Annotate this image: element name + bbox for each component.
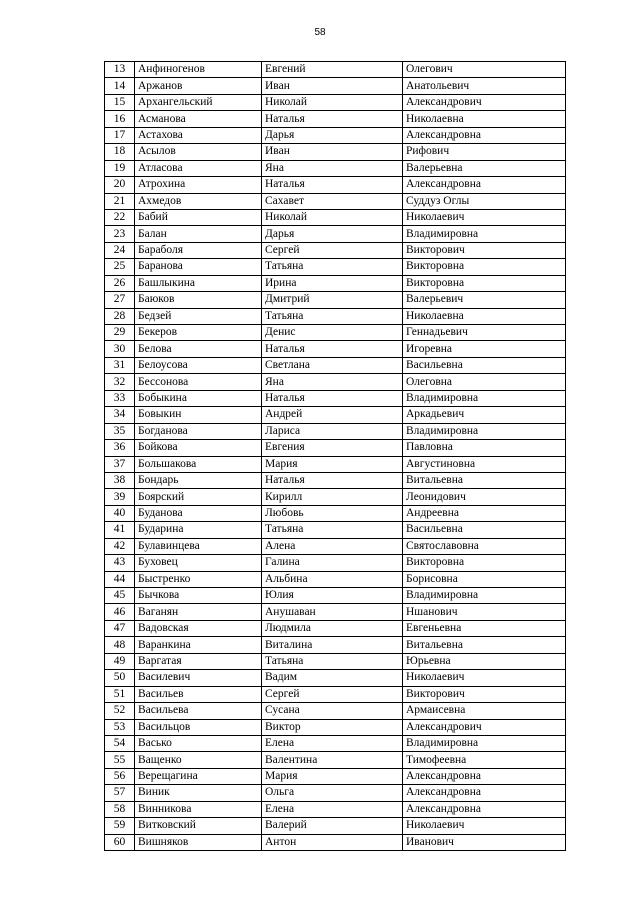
table-row — [105, 703, 566, 719]
first-name-cell: Светлана — [262, 357, 403, 373]
patronymic-cell: Витальевна — [403, 472, 566, 488]
first-name-cell: Татьяна — [262, 653, 403, 669]
row-number-cell: 59 — [105, 818, 135, 834]
patronymic-cell: Олегович — [403, 62, 566, 78]
table-row — [105, 144, 566, 160]
patronymic-cell: Викторовна — [403, 275, 566, 291]
patronymic-cell: Александровна — [403, 785, 566, 801]
row-number-cell: 48 — [105, 637, 135, 653]
last-name-cell: Ващенко — [135, 752, 262, 768]
table-row — [105, 127, 566, 143]
row-number-cell: 54 — [105, 735, 135, 751]
last-name-cell: Ахмедов — [135, 193, 262, 209]
row-number-cell: 40 — [105, 505, 135, 521]
row-number-cell: 33 — [105, 390, 135, 406]
patronymic-cell: Владимировна — [403, 735, 566, 751]
patronymic-cell: Александрович — [403, 719, 566, 735]
patronymic-cell: Викторович — [403, 686, 566, 702]
patronymic-cell: Валерьевич — [403, 292, 566, 308]
patronymic-cell: Евгеньевна — [403, 620, 566, 636]
table-row — [105, 686, 566, 702]
table-row — [105, 588, 566, 604]
last-name-cell: Буданова — [135, 505, 262, 521]
first-name-cell: Сахавет — [262, 193, 403, 209]
patronymic-cell: Николаевна — [403, 111, 566, 127]
first-name-cell: Антон — [262, 834, 403, 850]
table-row — [105, 785, 566, 801]
patronymic-cell: Павловна — [403, 440, 566, 456]
row-number-cell: 23 — [105, 226, 135, 242]
row-number-cell: 47 — [105, 620, 135, 636]
last-name-cell: Большакова — [135, 456, 262, 472]
first-name-cell: Елена — [262, 801, 403, 817]
row-number-cell: 26 — [105, 275, 135, 291]
patronymic-cell: Суддуз Оглы — [403, 193, 566, 209]
table-row — [105, 670, 566, 686]
last-name-cell: Баюков — [135, 292, 262, 308]
last-name-cell: Атрохина — [135, 177, 262, 193]
table-row — [105, 522, 566, 538]
row-number-cell: 15 — [105, 94, 135, 110]
last-name-cell: Васько — [135, 735, 262, 751]
last-name-cell: Башлыкина — [135, 275, 262, 291]
last-name-cell: Бараболя — [135, 242, 262, 258]
first-name-cell: Виталина — [262, 637, 403, 653]
last-name-cell: Бедзей — [135, 308, 262, 324]
row-number-cell: 22 — [105, 209, 135, 225]
first-name-cell: Николай — [262, 94, 403, 110]
last-name-cell: Бобыкина — [135, 390, 262, 406]
row-number-cell: 18 — [105, 144, 135, 160]
roster-table-body — [105, 62, 566, 851]
first-name-cell: Вадим — [262, 670, 403, 686]
patronymic-cell: Юрьевна — [403, 653, 566, 669]
row-number-cell: 21 — [105, 193, 135, 209]
patronymic-cell: Леонидович — [403, 489, 566, 505]
last-name-cell: Аржанов — [135, 78, 262, 94]
row-number-cell: 58 — [105, 801, 135, 817]
first-name-cell: Денис — [262, 325, 403, 341]
row-number-cell: 16 — [105, 111, 135, 127]
patronymic-cell: Александровна — [403, 127, 566, 143]
first-name-cell: Татьяна — [262, 308, 403, 324]
last-name-cell: Богданова — [135, 423, 262, 439]
patronymic-cell: Васильевна — [403, 522, 566, 538]
first-name-cell: Сусана — [262, 703, 403, 719]
last-name-cell: Боярский — [135, 489, 262, 505]
table-row — [105, 735, 566, 751]
row-number-cell: 20 — [105, 177, 135, 193]
table-row — [105, 719, 566, 735]
table-row — [105, 357, 566, 373]
patronymic-cell: Тимофеевна — [403, 752, 566, 768]
first-name-cell: Евгения — [262, 440, 403, 456]
last-name-cell: Верещагина — [135, 768, 262, 784]
patronymic-cell: Аркадьевич — [403, 407, 566, 423]
last-name-cell: Бударина — [135, 522, 262, 538]
table-row — [105, 472, 566, 488]
row-number-cell: 35 — [105, 423, 135, 439]
last-name-cell: Васильева — [135, 703, 262, 719]
table-row — [105, 653, 566, 669]
first-name-cell: Галина — [262, 555, 403, 571]
row-number-cell: 49 — [105, 653, 135, 669]
first-name-cell: Дарья — [262, 226, 403, 242]
patronymic-cell: Валерьевна — [403, 160, 566, 176]
patronymic-cell: Святославовна — [403, 538, 566, 554]
patronymic-cell: Ншанович — [403, 604, 566, 620]
row-number-cell: 27 — [105, 292, 135, 308]
first-name-cell: Валерий — [262, 818, 403, 834]
table-row — [105, 292, 566, 308]
last-name-cell: Баранова — [135, 259, 262, 275]
table-row — [105, 489, 566, 505]
last-name-cell: Быстренко — [135, 571, 262, 587]
last-name-cell: Асылов — [135, 144, 262, 160]
row-number-cell: 51 — [105, 686, 135, 702]
row-number-cell: 34 — [105, 407, 135, 423]
patronymic-cell: Борисовна — [403, 571, 566, 587]
first-name-cell: Иван — [262, 144, 403, 160]
patronymic-cell: Александровна — [403, 768, 566, 784]
table-row — [105, 275, 566, 291]
table-row — [105, 325, 566, 341]
first-name-cell: Лариса — [262, 423, 403, 439]
first-name-cell: Любовь — [262, 505, 403, 521]
row-number-cell: 37 — [105, 456, 135, 472]
first-name-cell: Татьяна — [262, 259, 403, 275]
first-name-cell: Наталья — [262, 341, 403, 357]
first-name-cell: Мария — [262, 456, 403, 472]
table-row — [105, 78, 566, 94]
row-number-cell: 39 — [105, 489, 135, 505]
row-number-cell: 57 — [105, 785, 135, 801]
last-name-cell: Винникова — [135, 801, 262, 817]
last-name-cell: Анфиногенов — [135, 62, 262, 78]
last-name-cell: Вадовская — [135, 620, 262, 636]
row-number-cell: 55 — [105, 752, 135, 768]
row-number-cell: 25 — [105, 259, 135, 275]
row-number-cell: 60 — [105, 834, 135, 850]
row-number-cell: 17 — [105, 127, 135, 143]
page-number: 58 — [314, 27, 326, 38]
patronymic-cell: Николаевна — [403, 308, 566, 324]
row-number-cell: 52 — [105, 703, 135, 719]
last-name-cell: Балан — [135, 226, 262, 242]
table-row — [105, 604, 566, 620]
patronymic-cell: Анатольевич — [403, 78, 566, 94]
patronymic-cell: Иванович — [403, 834, 566, 850]
last-name-cell: Варанкина — [135, 637, 262, 653]
row-number-cell: 14 — [105, 78, 135, 94]
row-number-cell: 31 — [105, 357, 135, 373]
patronymic-cell: Васильевна — [403, 357, 566, 373]
patronymic-cell: Олеговна — [403, 374, 566, 390]
table-row — [105, 374, 566, 390]
last-name-cell: Бессонова — [135, 374, 262, 390]
last-name-cell: Асманова — [135, 111, 262, 127]
patronymic-cell: Августиновна — [403, 456, 566, 472]
table-row — [105, 555, 566, 571]
patronymic-cell: Александровна — [403, 801, 566, 817]
last-name-cell: Атласова — [135, 160, 262, 176]
patronymic-cell: Владимировна — [403, 588, 566, 604]
row-number-cell: 24 — [105, 242, 135, 258]
row-number-cell: 50 — [105, 670, 135, 686]
table-row — [105, 505, 566, 521]
row-number-cell: 29 — [105, 325, 135, 341]
first-name-cell: Альбина — [262, 571, 403, 587]
patronymic-cell: Рифович — [403, 144, 566, 160]
first-name-cell: Евгений — [262, 62, 403, 78]
first-name-cell: Анушаван — [262, 604, 403, 620]
first-name-cell: Сергей — [262, 242, 403, 258]
table-row — [105, 62, 566, 78]
patronymic-cell: Игоревна — [403, 341, 566, 357]
row-number-cell: 36 — [105, 440, 135, 456]
row-number-cell: 38 — [105, 472, 135, 488]
last-name-cell: Виник — [135, 785, 262, 801]
first-name-cell: Наталья — [262, 111, 403, 127]
table-row — [105, 226, 566, 242]
last-name-cell: Бычкова — [135, 588, 262, 604]
patronymic-cell: Николаевич — [403, 670, 566, 686]
last-name-cell: Белоусова — [135, 357, 262, 373]
row-number-cell: 28 — [105, 308, 135, 324]
first-name-cell: Кирилл — [262, 489, 403, 505]
first-name-cell: Андрей — [262, 407, 403, 423]
row-number-cell: 46 — [105, 604, 135, 620]
last-name-cell: Буховец — [135, 555, 262, 571]
first-name-cell: Наталья — [262, 390, 403, 406]
first-name-cell: Николай — [262, 209, 403, 225]
patronymic-cell: Владимировна — [403, 226, 566, 242]
patronymic-cell: Николаевич — [403, 818, 566, 834]
row-number-cell: 42 — [105, 538, 135, 554]
first-name-cell: Дмитрий — [262, 292, 403, 308]
patronymic-cell: Владимировна — [403, 423, 566, 439]
patronymic-cell: Армаисевна — [403, 703, 566, 719]
first-name-cell: Людмила — [262, 620, 403, 636]
row-number-cell: 32 — [105, 374, 135, 390]
last-name-cell: Архангельский — [135, 94, 262, 110]
first-name-cell: Мария — [262, 768, 403, 784]
first-name-cell: Елена — [262, 735, 403, 751]
table-row — [105, 341, 566, 357]
patronymic-cell: Викторовна — [403, 259, 566, 275]
first-name-cell: Иван — [262, 78, 403, 94]
last-name-cell: Васильцов — [135, 719, 262, 735]
table-row — [105, 259, 566, 275]
last-name-cell: Бабий — [135, 209, 262, 225]
table-row — [105, 818, 566, 834]
table-row — [105, 407, 566, 423]
table-row — [105, 637, 566, 653]
first-name-cell: Татьяна — [262, 522, 403, 538]
table-row — [105, 440, 566, 456]
last-name-cell: Бойкова — [135, 440, 262, 456]
last-name-cell: Бондарь — [135, 472, 262, 488]
row-number-cell: 41 — [105, 522, 135, 538]
patronymic-cell: Александровна — [403, 177, 566, 193]
row-number-cell: 53 — [105, 719, 135, 735]
first-name-cell: Алена — [262, 538, 403, 554]
table-row — [105, 456, 566, 472]
last-name-cell: Бекеров — [135, 325, 262, 341]
table-row — [105, 768, 566, 784]
last-name-cell: Василевич — [135, 670, 262, 686]
first-name-cell: Юлия — [262, 588, 403, 604]
patronymic-cell: Александрович — [403, 94, 566, 110]
first-name-cell: Наталья — [262, 472, 403, 488]
first-name-cell: Яна — [262, 374, 403, 390]
patronymic-cell: Николаевич — [403, 209, 566, 225]
first-name-cell: Ольга — [262, 785, 403, 801]
last-name-cell: Белова — [135, 341, 262, 357]
table-row — [105, 801, 566, 817]
first-name-cell: Валентина — [262, 752, 403, 768]
first-name-cell: Яна — [262, 160, 403, 176]
last-name-cell: Варгатая — [135, 653, 262, 669]
patronymic-cell: Геннадьевич — [403, 325, 566, 341]
table-row — [105, 571, 566, 587]
row-number-cell: 13 — [105, 62, 135, 78]
first-name-cell: Ирина — [262, 275, 403, 291]
patronymic-cell: Витальевна — [403, 637, 566, 653]
patronymic-cell: Викторовна — [403, 555, 566, 571]
first-name-cell: Виктор — [262, 719, 403, 735]
last-name-cell: Ваганян — [135, 604, 262, 620]
last-name-cell: Бовыкин — [135, 407, 262, 423]
table-row — [105, 834, 566, 850]
patronymic-cell: Андреевна — [403, 505, 566, 521]
patronymic-cell: Владимировна — [403, 390, 566, 406]
table-row — [105, 308, 566, 324]
table-row — [105, 423, 566, 439]
table-row — [105, 160, 566, 176]
last-name-cell: Астахова — [135, 127, 262, 143]
table-row — [105, 538, 566, 554]
row-number-cell: 45 — [105, 588, 135, 604]
last-name-cell: Булавинцева — [135, 538, 262, 554]
table-row — [105, 390, 566, 406]
first-name-cell: Сергей — [262, 686, 403, 702]
table-row — [105, 193, 566, 209]
patronymic-cell: Викторович — [403, 242, 566, 258]
row-number-cell: 19 — [105, 160, 135, 176]
table-row — [105, 209, 566, 225]
table-row — [105, 111, 566, 127]
last-name-cell: Васильев — [135, 686, 262, 702]
table-row — [105, 752, 566, 768]
row-number-cell: 43 — [105, 555, 135, 571]
last-name-cell: Вишняков — [135, 834, 262, 850]
table-row — [105, 177, 566, 193]
first-name-cell: Дарья — [262, 127, 403, 143]
first-name-cell: Наталья — [262, 177, 403, 193]
row-number-cell: 56 — [105, 768, 135, 784]
table-row — [105, 620, 566, 636]
row-number-cell: 44 — [105, 571, 135, 587]
last-name-cell: Витковский — [135, 818, 262, 834]
roster-table — [104, 61, 566, 851]
row-number-cell: 30 — [105, 341, 135, 357]
table-row — [105, 94, 566, 110]
table-row — [105, 242, 566, 258]
